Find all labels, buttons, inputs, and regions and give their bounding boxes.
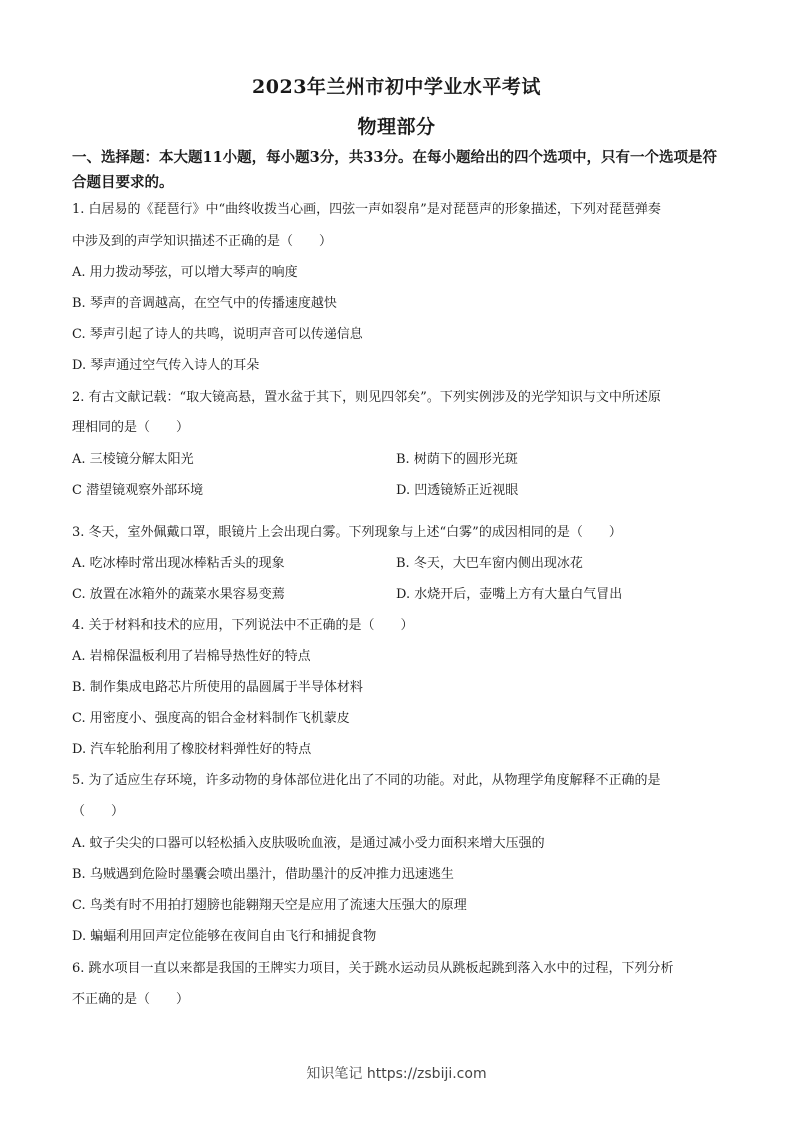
question-2-option-d: D. 凹透镜矫正近视眼 <box>396 483 519 498</box>
question-5-option-d: D. 蝙蝠利用回声定位能够在夜间自由飞行和捕捉食物 <box>72 929 377 944</box>
question-4-option-d: D. 汽车轮胎利用了橡胶材料弹性好的特点 <box>72 742 312 757</box>
question-2-stem-line-1: 2. 有古文献记载：“取大镜高悬，置水盆于其下，则见四邻矣”。下列实例涉及的光学知识与文中所述原 <box>72 390 661 405</box>
question-3-option-c: C. 放置在冰箱外的蔬菜水果容易变蔫 <box>72 587 285 602</box>
question-5-option-c: C. 鸟类有时不用拍打翅膀也能翱翔天空是应用了流速大压强大的原理 <box>72 898 467 913</box>
exam-subtitle: 物理部分 <box>357 116 436 138</box>
footer-watermark: 知识笔记 https://zsbiji.com <box>306 1066 487 1082</box>
question-4-option-a: A. 岩棉保温板利用了岩棉导热性好的特点 <box>72 649 311 664</box>
question-1-option-a: A. 用力拨动琴弦，可以增大琴声的响度 <box>72 265 298 280</box>
question-5-option-a: A. 蚊子尖尖的口器可以轻松插入皮肤吸吮血液，是通过减小受力面积来增大压强的 <box>72 836 545 851</box>
question-3-option-d: D. 水烧开后，壶嘴上方有大量白气冒出 <box>396 587 623 602</box>
question-4-option-b: B. 制作集成电路芯片所使用的晶圆属于半导体材料 <box>72 680 363 695</box>
exam-title: 2023年兰州市初中学业水平考试 <box>252 76 541 98</box>
question-2-stem-line-2: 理相同的是（ ） <box>72 420 190 435</box>
question-4-option-c: C. 用密度小、强度高的铝合金材料制作飞机蒙皮 <box>72 711 350 726</box>
question-1-stem-line-2: 中涉及到的声学知识描述不正确的是（ ） <box>72 234 333 249</box>
question-6-stem-line-1: 6. 跳水项目一直以来都是我国的王牌实力项目，关于跳水运动员从跳板起跳到落入水中的过程，下列分析 <box>72 961 674 976</box>
question-5-option-b: B. 乌贼遇到危险时墨囊会喷出墨汁，借助墨汁的反冲推力迅速逃生 <box>72 867 454 882</box>
question-6-stem-line-2: 不正确的是（ ） <box>72 992 190 1007</box>
question-1-option-c: C. 琴声引起了诗人的共鸣，说明声音可以传递信息 <box>72 327 363 342</box>
question-5-stem-line-1: 5. 为了适应生存环境，许多动物的身体部位进化出了不同的功能。对此，从物理学角度解释不正确的是 <box>72 773 661 788</box>
question-3-option-a: A. 吃冰棒时常出现冰棒粘舌头的现象 <box>72 556 285 571</box>
question-5-stem-line-2: （ ） <box>72 804 125 819</box>
question-3-option-b: B. 冬天，大巴车窗内侧出现冰花 <box>396 556 583 571</box>
section-heading: 一、选择题：本大题11小题，每小题3分，共33分。在每小题给出的四个选项中，只有一个选项是符合题目要求的。 <box>72 149 717 191</box>
question-4-stem-line-1: 4. 关于材料和技术的应用，下列说法中不正确的是（ ） <box>72 618 414 633</box>
question-1-stem-line-1: 1. 白居易的《琵琶行》中“曲终收拨当心画，四弦一声如裂帛”是对琵琶声的形象描述，下列对琵琶弹奏 <box>72 202 661 217</box>
question-3-stem-line-1: 3. 冬天，室外佩戴口罩，眼镜片上会出现白雾。下列现象与上述“白雾”的成因相同的是（ ） <box>72 525 622 540</box>
question-2-option-c: C 潜望镜观察外部环境 <box>72 483 204 498</box>
question-1-option-d: D. 琴声通过空气传入诗人的耳朵 <box>72 358 260 373</box>
question-1-option-b: B. 琴声的音调越高，在空气中的传播速度越快 <box>72 296 337 311</box>
question-2-option-a: A. 三棱镜分解太阳光 <box>72 452 194 467</box>
question-2-option-b: B. 树荫下的圆形光斑 <box>396 452 518 467</box>
